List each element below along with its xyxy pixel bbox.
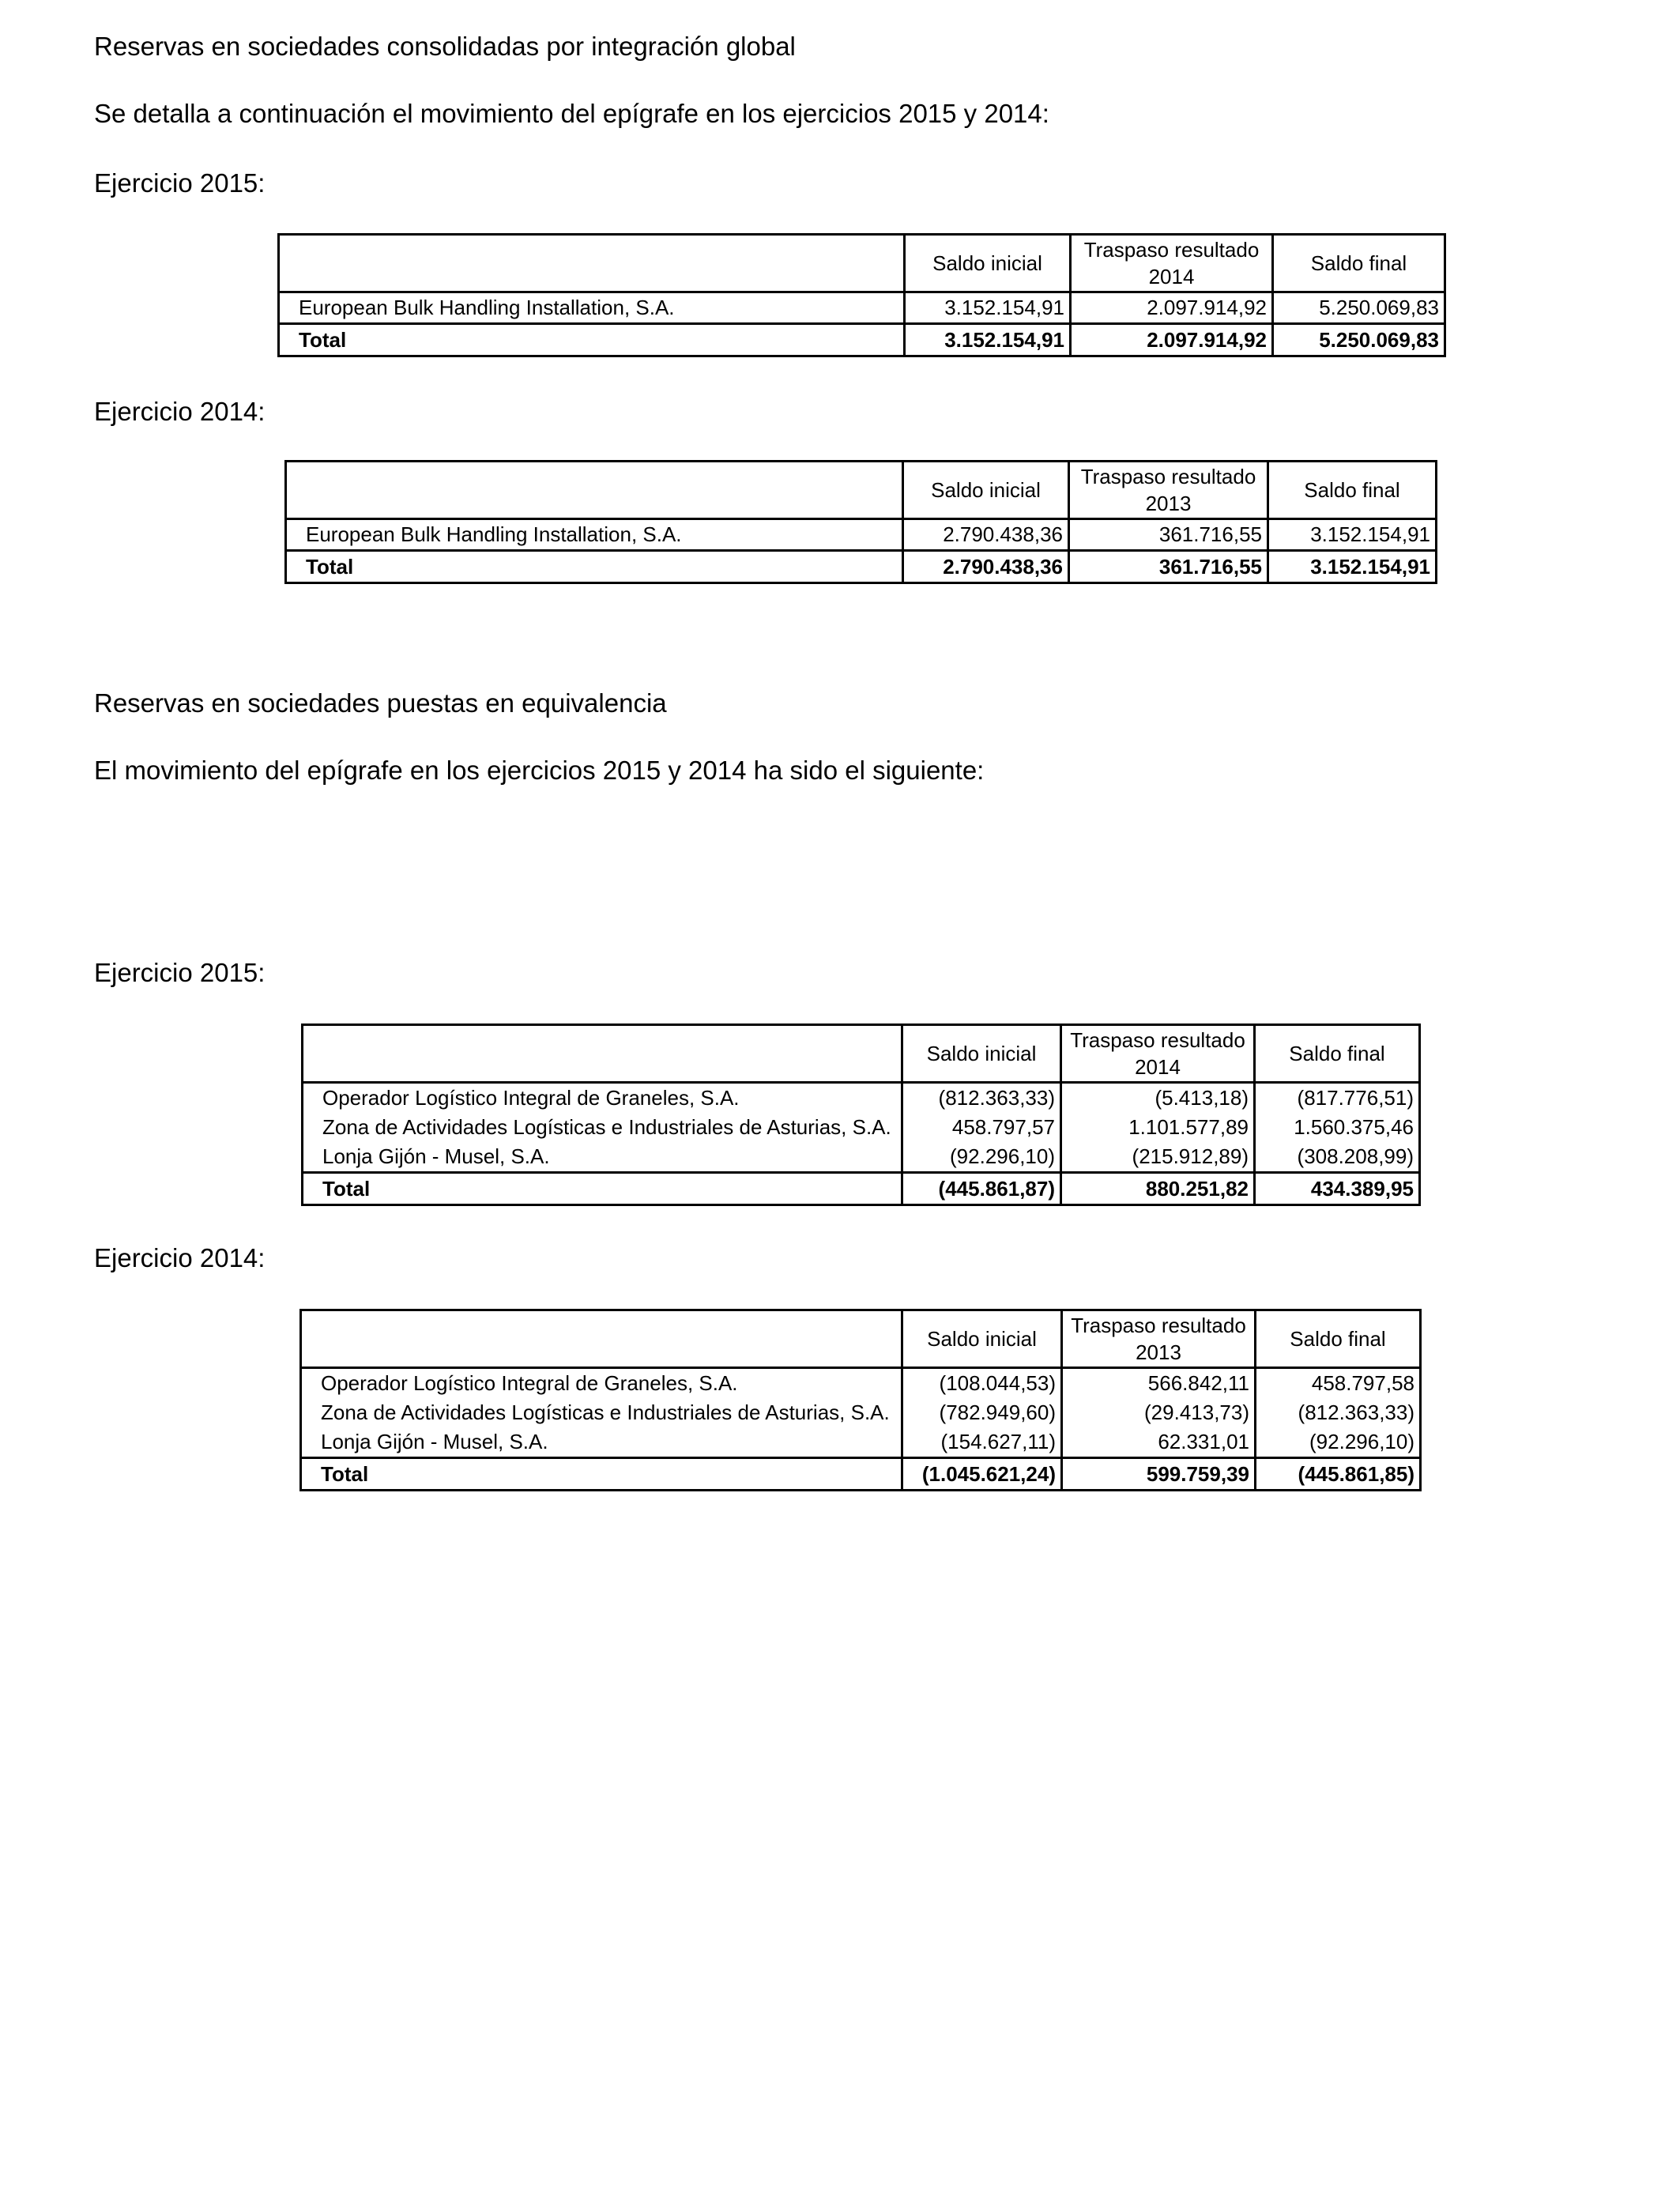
saldo-inicial-value: 2.790.438,36 — [903, 519, 1069, 551]
column-header-saldo-final: Saldo final — [1268, 462, 1437, 519]
total-saldo-inicial: 2.790.438,36 — [903, 551, 1069, 583]
total-saldo-final: 3.152.154,91 — [1268, 551, 1437, 583]
table-row — [301, 1368, 1421, 1399]
table-puestas-equivalencia-2015 — [301, 1023, 1421, 1206]
traspaso-value: 361.716,55 — [1069, 519, 1268, 551]
saldo-final-value: (92.296,10) — [1256, 1427, 1421, 1458]
traspaso-value: 566.842,11 — [1062, 1368, 1256, 1399]
total-label: Total — [301, 1458, 902, 1491]
section-heading-puestas-equivalencia: Reservas en sociedades puestas en equivalencia — [94, 688, 667, 718]
total-label: Total — [279, 324, 905, 356]
table-row — [286, 519, 1437, 551]
table-caption-ig-2014: Ejercicio 2014: — [94, 397, 266, 426]
entity-name: Operador Logístico Integral de Graneles, S.A. — [301, 1368, 902, 1399]
saldo-final-value: 3.152.154,91 — [1268, 519, 1437, 551]
total-saldo-final: (445.861,85) — [1256, 1458, 1421, 1491]
section-intro-integracion-global: Se detalla a continuación el movimiento del epígrafe en los ejercicios 2015 y 2014: — [94, 99, 1049, 128]
table-integracion-global-2014 — [284, 460, 1437, 584]
entity-name: Operador Logístico Integral de Graneles, S.A. — [303, 1083, 902, 1114]
table-row — [303, 1113, 1420, 1142]
total-saldo-final: 434.389,95 — [1255, 1173, 1420, 1205]
column-header-traspaso: Traspaso resultado 2013 — [1069, 462, 1268, 519]
table-puestas-equivalencia-2014 — [299, 1309, 1422, 1491]
total-saldo-final: 5.250.069,83 — [1273, 324, 1445, 356]
column-header-entity — [279, 235, 905, 292]
column-header-saldo-inicial: Saldo inicial — [902, 1310, 1062, 1368]
total-row — [301, 1458, 1421, 1491]
table-caption-pe-2014: Ejercicio 2014: — [94, 1243, 266, 1272]
entity-name: Zona de Actividades Logísticas e Industriales de Asturias, S.A. — [301, 1398, 902, 1427]
traspaso-value: (5.413,18) — [1061, 1083, 1255, 1114]
saldo-inicial-value: (154.627,11) — [902, 1427, 1062, 1458]
saldo-final-value: (308.208,99) — [1255, 1142, 1420, 1173]
column-header-traspaso: Traspaso resultado 2014 — [1071, 235, 1273, 292]
column-header-entity — [286, 462, 903, 519]
table-header-row — [279, 235, 1445, 292]
column-header-traspaso: Traspaso resultado 2013 — [1062, 1310, 1256, 1368]
traspaso-value: (29.413,73) — [1062, 1398, 1256, 1427]
saldo-inicial-value: (782.949,60) — [902, 1398, 1062, 1427]
entity-name: Lonja Gijón - Musel, S.A. — [303, 1142, 902, 1173]
saldo-final-value: 5.250.069,83 — [1273, 292, 1445, 324]
column-header-saldo-final: Saldo final — [1255, 1025, 1420, 1083]
table-header-row — [286, 462, 1437, 519]
section-heading-integracion-global: Reservas en sociedades consolidadas por integración global — [94, 32, 796, 61]
table-row — [303, 1083, 1420, 1114]
total-traspaso: 361.716,55 — [1069, 551, 1268, 583]
column-header-saldo-final: Saldo final — [1273, 235, 1445, 292]
table-header-row — [303, 1025, 1420, 1083]
table-row — [301, 1398, 1421, 1427]
section-intro-puestas-equivalencia: El movimiento del epígrafe en los ejercicios 2015 y 2014 ha sido el siguiente: — [94, 756, 985, 785]
table-row — [279, 292, 1445, 324]
total-saldo-inicial: 3.152.154,91 — [905, 324, 1071, 356]
total-label: Total — [286, 551, 903, 583]
column-header-saldo-final: Saldo final — [1256, 1310, 1421, 1368]
column-header-traspaso: Traspaso resultado 2014 — [1061, 1025, 1255, 1083]
total-row — [286, 551, 1437, 583]
table-row — [301, 1427, 1421, 1458]
saldo-inicial-value: (108.044,53) — [902, 1368, 1062, 1399]
table-integracion-global-2015 — [277, 233, 1446, 357]
total-saldo-inicial: (445.861,87) — [902, 1173, 1061, 1205]
saldo-inicial-value: (812.363,33) — [902, 1083, 1061, 1114]
saldo-inicial-value: (92.296,10) — [902, 1142, 1061, 1173]
column-header-entity — [301, 1310, 902, 1368]
entity-name: Lonja Gijón - Musel, S.A. — [301, 1427, 902, 1458]
saldo-final-value: (817.776,51) — [1255, 1083, 1420, 1114]
total-traspaso: 599.759,39 — [1062, 1458, 1256, 1491]
total-row — [303, 1173, 1420, 1205]
column-header-saldo-inicial: Saldo inicial — [902, 1025, 1061, 1083]
table-caption-ig-2015: Ejercicio 2015: — [94, 168, 266, 198]
total-saldo-inicial: (1.045.621,24) — [902, 1458, 1062, 1491]
entity-name: European Bulk Handling Installation, S.A. — [286, 519, 903, 551]
total-traspaso: 2.097.914,92 — [1071, 324, 1273, 356]
column-header-entity — [303, 1025, 902, 1083]
saldo-inicial-value: 3.152.154,91 — [905, 292, 1071, 324]
entity-name: Zona de Actividades Logísticas e Industriales de Asturias, S.A. — [303, 1113, 902, 1142]
traspaso-value: 1.101.577,89 — [1061, 1113, 1255, 1142]
table-header-row — [301, 1310, 1421, 1368]
total-traspaso: 880.251,82 — [1061, 1173, 1255, 1205]
table-caption-pe-2015: Ejercicio 2015: — [94, 958, 266, 987]
saldo-final-value: (812.363,33) — [1256, 1398, 1421, 1427]
column-header-saldo-inicial: Saldo inicial — [903, 462, 1069, 519]
total-label: Total — [303, 1173, 902, 1205]
table-row — [303, 1142, 1420, 1173]
saldo-inicial-value: 458.797,57 — [902, 1113, 1061, 1142]
saldo-final-value: 458.797,58 — [1256, 1368, 1421, 1399]
traspaso-value: 2.097.914,92 — [1071, 292, 1273, 324]
column-header-saldo-inicial: Saldo inicial — [905, 235, 1071, 292]
saldo-final-value: 1.560.375,46 — [1255, 1113, 1420, 1142]
traspaso-value: 62.331,01 — [1062, 1427, 1256, 1458]
traspaso-value: (215.912,89) — [1061, 1142, 1255, 1173]
total-row — [279, 324, 1445, 356]
entity-name: European Bulk Handling Installation, S.A. — [279, 292, 905, 324]
